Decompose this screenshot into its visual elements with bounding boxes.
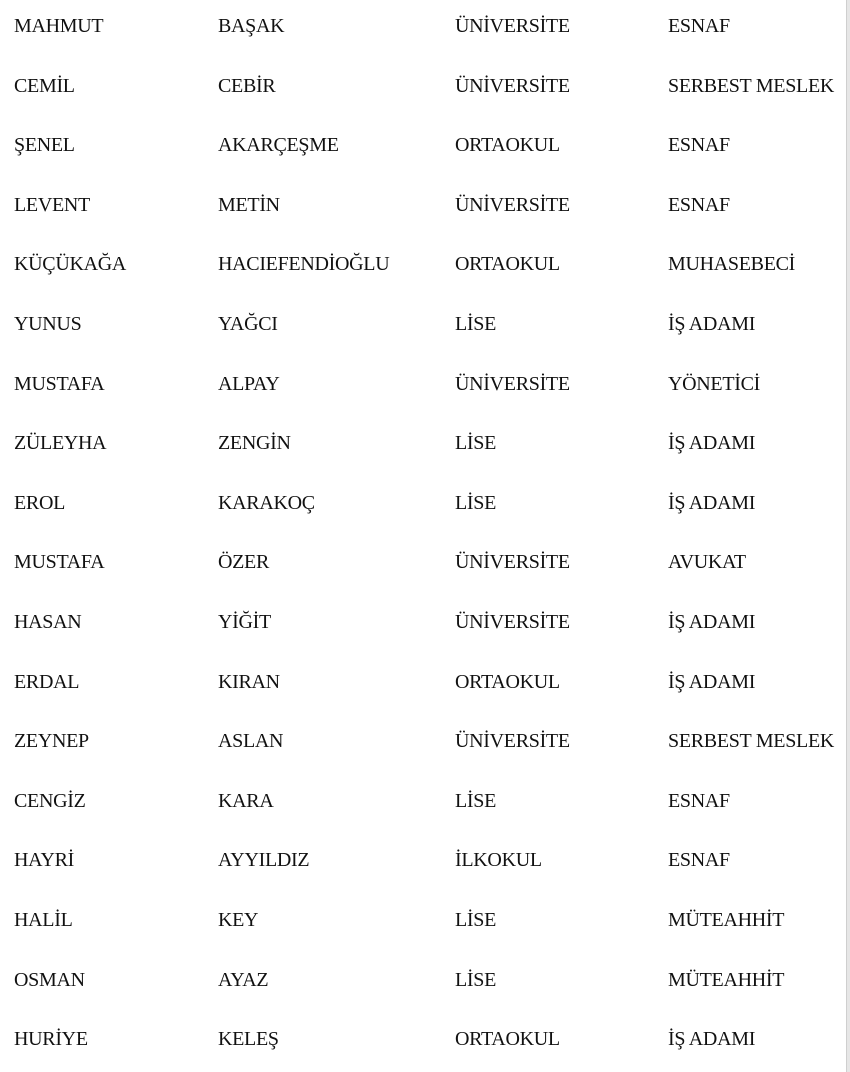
cell-occupation: İŞ ADAMI xyxy=(668,432,756,455)
cell-occupation: ESNAF xyxy=(668,134,730,157)
cell-occupation: İŞ ADAMI xyxy=(668,610,756,633)
cell-occupation: MÜTEAHHİT xyxy=(668,968,785,991)
table-row xyxy=(0,596,846,656)
table-row xyxy=(0,536,846,596)
cell-occupation: SERBEST MESLEK xyxy=(668,730,835,753)
cell-education: LİSE xyxy=(455,491,497,514)
cell-occupation: AVUKAT xyxy=(668,551,746,574)
cell-name: ERDAL xyxy=(14,670,80,693)
cell-surname: BAŞAK xyxy=(218,15,285,37)
cell-name: ZÜLEYHA xyxy=(14,432,107,455)
cell-education: ÜNİVERSİTE xyxy=(455,74,570,97)
cell-name: KÜÇÜKAĞA xyxy=(14,253,127,276)
table-row xyxy=(0,656,846,716)
cell-name: MAHMUT xyxy=(14,15,104,37)
table-row xyxy=(0,60,846,120)
cell-occupation: YÖNETİCİ xyxy=(668,372,761,395)
table-row xyxy=(0,119,846,179)
cell-name: HURİYE xyxy=(14,1028,88,1051)
cell-name: ŞENEL xyxy=(14,134,75,157)
cell-surname: AYAZ xyxy=(218,968,269,991)
cell-education: ORTAOKUL xyxy=(455,670,560,693)
cell-education: ORTAOKUL xyxy=(455,1028,560,1051)
cell-occupation: ESNAF xyxy=(668,789,730,812)
cell-occupation: İŞ ADAMI xyxy=(668,312,756,335)
cell-name: LEVENT xyxy=(14,193,90,216)
table-row xyxy=(0,477,846,537)
cell-surname: KEY xyxy=(218,908,259,931)
cell-name: CENGİZ xyxy=(14,789,86,812)
cell-surname: YAĞCI xyxy=(218,312,278,335)
table-row xyxy=(0,358,846,418)
cell-education: ÜNİVERSİTE xyxy=(455,372,570,395)
table-row xyxy=(0,238,846,298)
cell-occupation: SERBEST MESLEK xyxy=(668,74,835,97)
cell-surname: HACIEFENDİOĞLU xyxy=(218,253,390,276)
cell-surname: KARAKOÇ xyxy=(218,491,315,514)
cell-name: CEMİL xyxy=(14,74,75,97)
vertical-scrollbar[interactable] xyxy=(846,0,850,1072)
cell-surname: CEBİR xyxy=(218,74,276,97)
cell-education: ÜNİVERSİTE xyxy=(455,551,570,574)
table-row xyxy=(0,179,846,239)
cell-occupation: MUHASEBECİ xyxy=(668,253,796,276)
cell-occupation: İŞ ADAMI xyxy=(668,1028,756,1051)
cell-name: ZEYNEP xyxy=(14,730,89,753)
cell-education: ORTAOKUL xyxy=(455,134,560,157)
cell-occupation: ESNAF xyxy=(668,193,730,216)
cell-name: HASAN xyxy=(14,610,82,633)
cell-education: İLKOKUL xyxy=(455,849,542,872)
table-row xyxy=(0,298,846,358)
cell-surname: ZENGİN xyxy=(218,432,291,455)
cell-occupation: İŞ ADAMI xyxy=(668,670,756,693)
cell-occupation: MÜTEAHHİT xyxy=(668,908,785,931)
cell-name: MUSTAFA xyxy=(14,372,105,395)
table-row xyxy=(0,834,846,894)
cell-name: HAYRİ xyxy=(14,849,74,872)
cell-education: LİSE xyxy=(455,908,497,931)
cell-education: ORTAOKUL xyxy=(455,253,560,276)
table-row xyxy=(0,775,846,835)
cell-education: ÜNİVERSİTE xyxy=(455,15,570,37)
cell-surname: YİĞİT xyxy=(218,610,271,633)
cell-education: LİSE xyxy=(455,968,497,991)
cell-surname: AKARÇEŞME xyxy=(218,134,339,157)
cell-name: EROL xyxy=(14,491,66,514)
table-row xyxy=(0,894,846,954)
cell-name: HALİL xyxy=(14,908,73,931)
cell-occupation: ESNAF xyxy=(668,15,730,37)
cell-education: LİSE xyxy=(455,312,497,335)
cell-occupation: ESNAF xyxy=(668,849,730,872)
cell-education: ÜNİVERSİTE xyxy=(455,730,570,753)
cell-occupation: İŞ ADAMI xyxy=(668,491,756,514)
cell-surname: ÖZER xyxy=(218,551,270,574)
cell-surname: KIRAN xyxy=(218,670,280,693)
cell-name: MUSTAFA xyxy=(14,551,105,574)
table-row xyxy=(0,1013,846,1072)
cell-education: ÜNİVERSİTE xyxy=(455,610,570,633)
cell-surname: AYYILDIZ xyxy=(218,849,310,872)
cell-name: OSMAN xyxy=(14,968,85,991)
cell-surname: KARA xyxy=(218,789,274,812)
cell-surname: ALPAY xyxy=(218,372,280,395)
cell-education: ÜNİVERSİTE xyxy=(455,193,570,216)
cell-surname: KELEŞ xyxy=(218,1028,279,1051)
cell-education: LİSE xyxy=(455,789,497,812)
cell-education: LİSE xyxy=(455,432,497,455)
table-row xyxy=(0,0,846,60)
table-row xyxy=(0,417,846,477)
cell-surname: ASLAN xyxy=(218,730,284,753)
cell-name: YUNUS xyxy=(14,312,82,335)
cell-surname: METİN xyxy=(218,193,280,216)
table-row xyxy=(0,954,846,1014)
table-row xyxy=(0,715,846,775)
